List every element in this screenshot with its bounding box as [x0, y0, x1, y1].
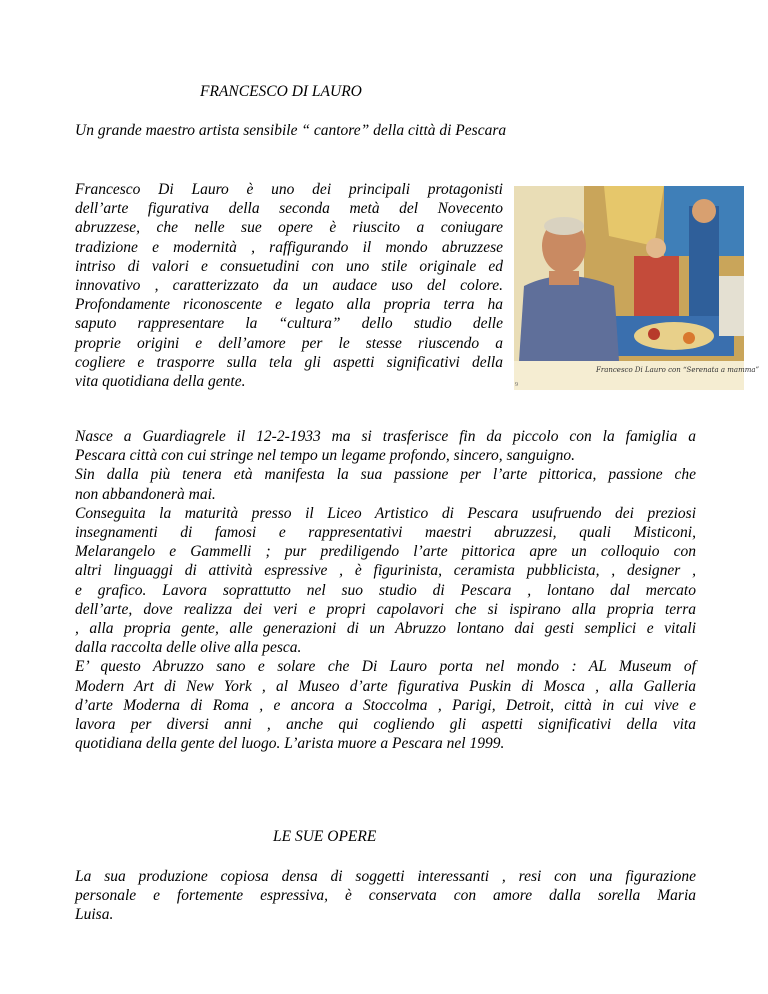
- text-line: dalla raccolta delle olive alla pesca.: [75, 639, 302, 657]
- text-line: E’ questo Abruzzo sano e solare che Di Lauro porta nel mondo : AL Museum of: [75, 658, 696, 676]
- text-line: Luisa.: [75, 906, 114, 924]
- text-line: Profondamente riconoscente e legato alla propria terra ha: [75, 296, 503, 314]
- text-line: saputo rappresentare la “cultura” dello studio delle: [75, 315, 503, 333]
- text-line: dell’arte figurativa della seconda metà del Novecento: [75, 200, 503, 218]
- text-line: non abbandonerà mai.: [75, 485, 216, 503]
- page-subtitle: Un grande maestro artista sensibile “ cantore” della città di Pescara: [75, 122, 507, 139]
- text-line: La sua produzione copiosa densa di soggetti interessanti , resi con una figurazione: [75, 868, 696, 885]
- text-line: , alla propria gente, alle generazioni di un Abruzzo lontano dai gesti semplici e vitali: [75, 620, 696, 637]
- text-line: Nasce a Guardiagrele il 12-2-1933 ma si trasferisce fin da piccolo con la famiglia a: [75, 428, 696, 445]
- artist-painting-image: [514, 186, 744, 390]
- text-line: Sin dalla più tenera età manifesta la sua passione per l’arte pittorica, passione che: [75, 466, 696, 484]
- text-line: cogliere e trasporre sulla tela gli aspetti significativi della: [75, 353, 503, 371]
- text-line: lavora per diversi anni , anche qui cogliendo gli aspetti significativi della vita: [75, 716, 696, 733]
- text-line: altri linguaggi di attività espressive , è figurinista, ceramista pubblicista, , designer ,: [75, 562, 696, 580]
- text-line: d’arte Moderna di Roma , e ancora a Stoccolma , Parigi, Detroit, città in cui vive e: [75, 696, 696, 714]
- text-line: dell’arte, dove realizza dei veri e propri capolavori che si ispirano alla propria terra: [75, 600, 696, 618]
- page-mark: 9: [515, 382, 518, 388]
- text-line: Pescara città con cui stringe nel tempo un legame profondo, sincero, sanguigno.: [75, 447, 575, 465]
- text-line: Conseguita la maturità presso il Liceo Artistico di Pescara usufruendo dei preziosi: [75, 504, 696, 522]
- text-line: innovativo , caratterizzato da un audace uso del colore.: [75, 277, 503, 294]
- page-title: FRANCESCO DI LAURO: [200, 83, 362, 100]
- text-line: Francesco Di Lauro è uno dei principali protagonisti: [75, 181, 503, 198]
- text-line: insegnamenti di famosi e rappresentativi maestri abruzzesi, quali Misticoni,: [75, 524, 696, 541]
- text-line: personale e fortemente espressiva, è conservata con amore dalla sorella Maria: [75, 887, 696, 905]
- text-line: Melarangelo e Gammelli ; pur prediligendo l’arte pittorica apre un colloquio con: [75, 543, 696, 561]
- artist-photo: [514, 186, 744, 390]
- text-line: abruzzese, che nelle sue opere è riuscito a coniugare: [75, 219, 503, 237]
- text-line: vita quotidiana della gente.: [75, 373, 246, 390]
- text-line: e grafico. Lavora soprattutto nel suo studio di Pescara , lontano dal mercato: [75, 581, 696, 599]
- photo-caption: Francesco Di Lauro con “Serenata a mamma”: [596, 366, 760, 374]
- text-line: tradizione e modernità , raffigurando il mondo abruzzese: [75, 238, 503, 256]
- text-line: proprie origini e dell’amore per le stesse riuscendo a: [75, 334, 503, 352]
- text-line: intriso di valori e consuetudini con uno stile originale ed: [75, 257, 503, 275]
- works-heading: LE SUE OPERE: [273, 828, 377, 845]
- text-line: quotidiana della gente del luogo. L’arista muore a Pescara nel 1999.: [75, 735, 505, 753]
- text-line: Modern Art di New York , al Museo d’arte figurativa Puskin di Mosca , alla Galleria: [75, 677, 696, 695]
